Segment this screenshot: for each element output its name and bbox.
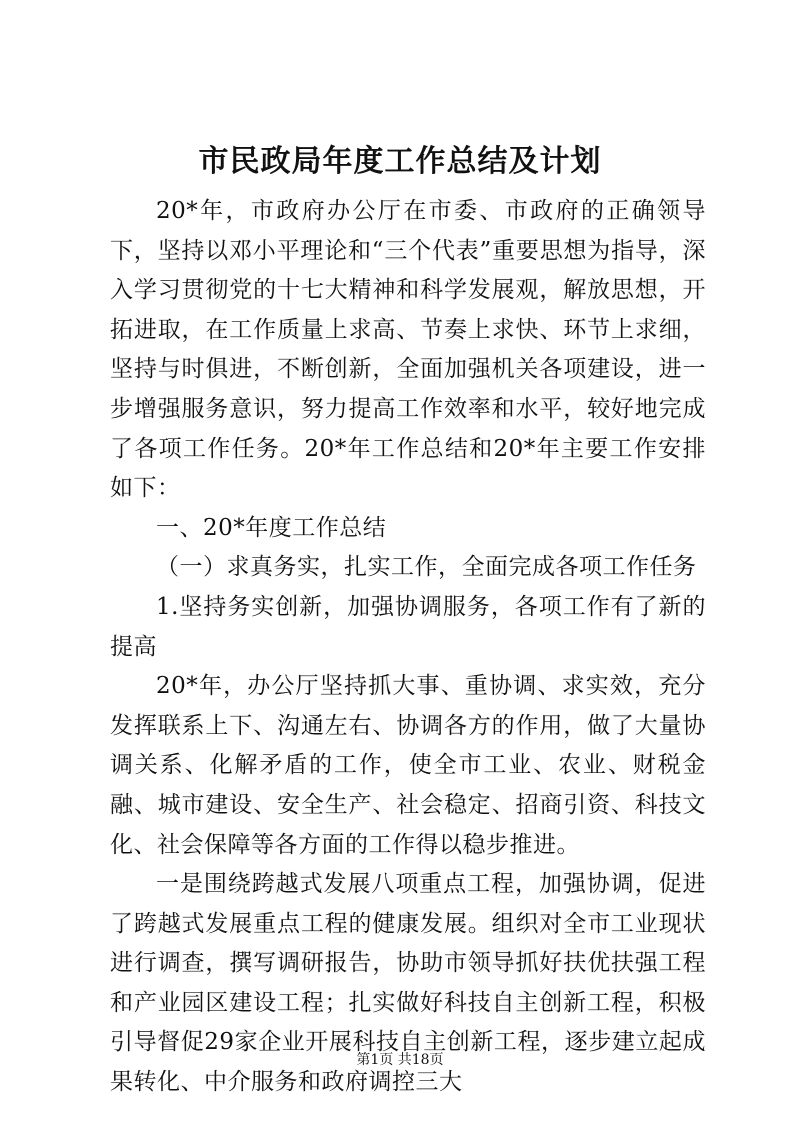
paragraph-key-projects: 一是围绕跨越式发展八项重点工程，加强协调，促进了跨越式发展重点工程的健康发展。组织对全市工业现状进行调查，撰写调研报告，协助市领导抓好扶优扶强工程和产业园区建设工程；扎实做好科技自主创新工程，积极引导督促29家企业开展科技自主创新工程，逐步建立起成果转化、中介服务和政府调控三大 [110,871,706,1096]
subsection-heading-1: （一）求真务实，扎实工作，全面完成各项工作任务 [156,554,697,581]
paragraph-intro: 20*年，市政府办公厅在市委、市政府的正确领导下，坚持以邓小平理论和“三个代表”重要思想为指导，深入学习贯彻党的十七大精神和科学发展观，解放思想，开拓进取，在工作质量上求高、节奏上求快、环节上求细，坚持与时俱进，不断创新，全面加强机关各项建设，进一步增强服务意识，努力提高工作效率和水平，较好地完成了各项工作任务。20*年工作总结和20*年主要工作安排如下： [110,198,706,502]
page-footer: 第1页 共18页 [356,1052,444,1068]
paragraph-work-summary: 20*年，办公厅坚持抓大事、重协调、求实效，充分发挥联系上下、沟通左右、协调各方的作用，做了大量协调关系、化解矛盾的工作，使全市工业、农业、财税金融、城市建设、安全生产、社会稳定、招商引资、科技文化、社会保障等各方面的工作得以稳步推进。 [110,673,706,858]
item-heading-1: 1.坚持务实创新，加强协调服务，各项工作有了新的提高 [110,593,706,660]
document-body [110,192,706,1103]
section-heading-1: 一、20*年度工作总结 [156,514,387,541]
document-title: 市民政局年度工作总结及计划 [198,144,602,179]
